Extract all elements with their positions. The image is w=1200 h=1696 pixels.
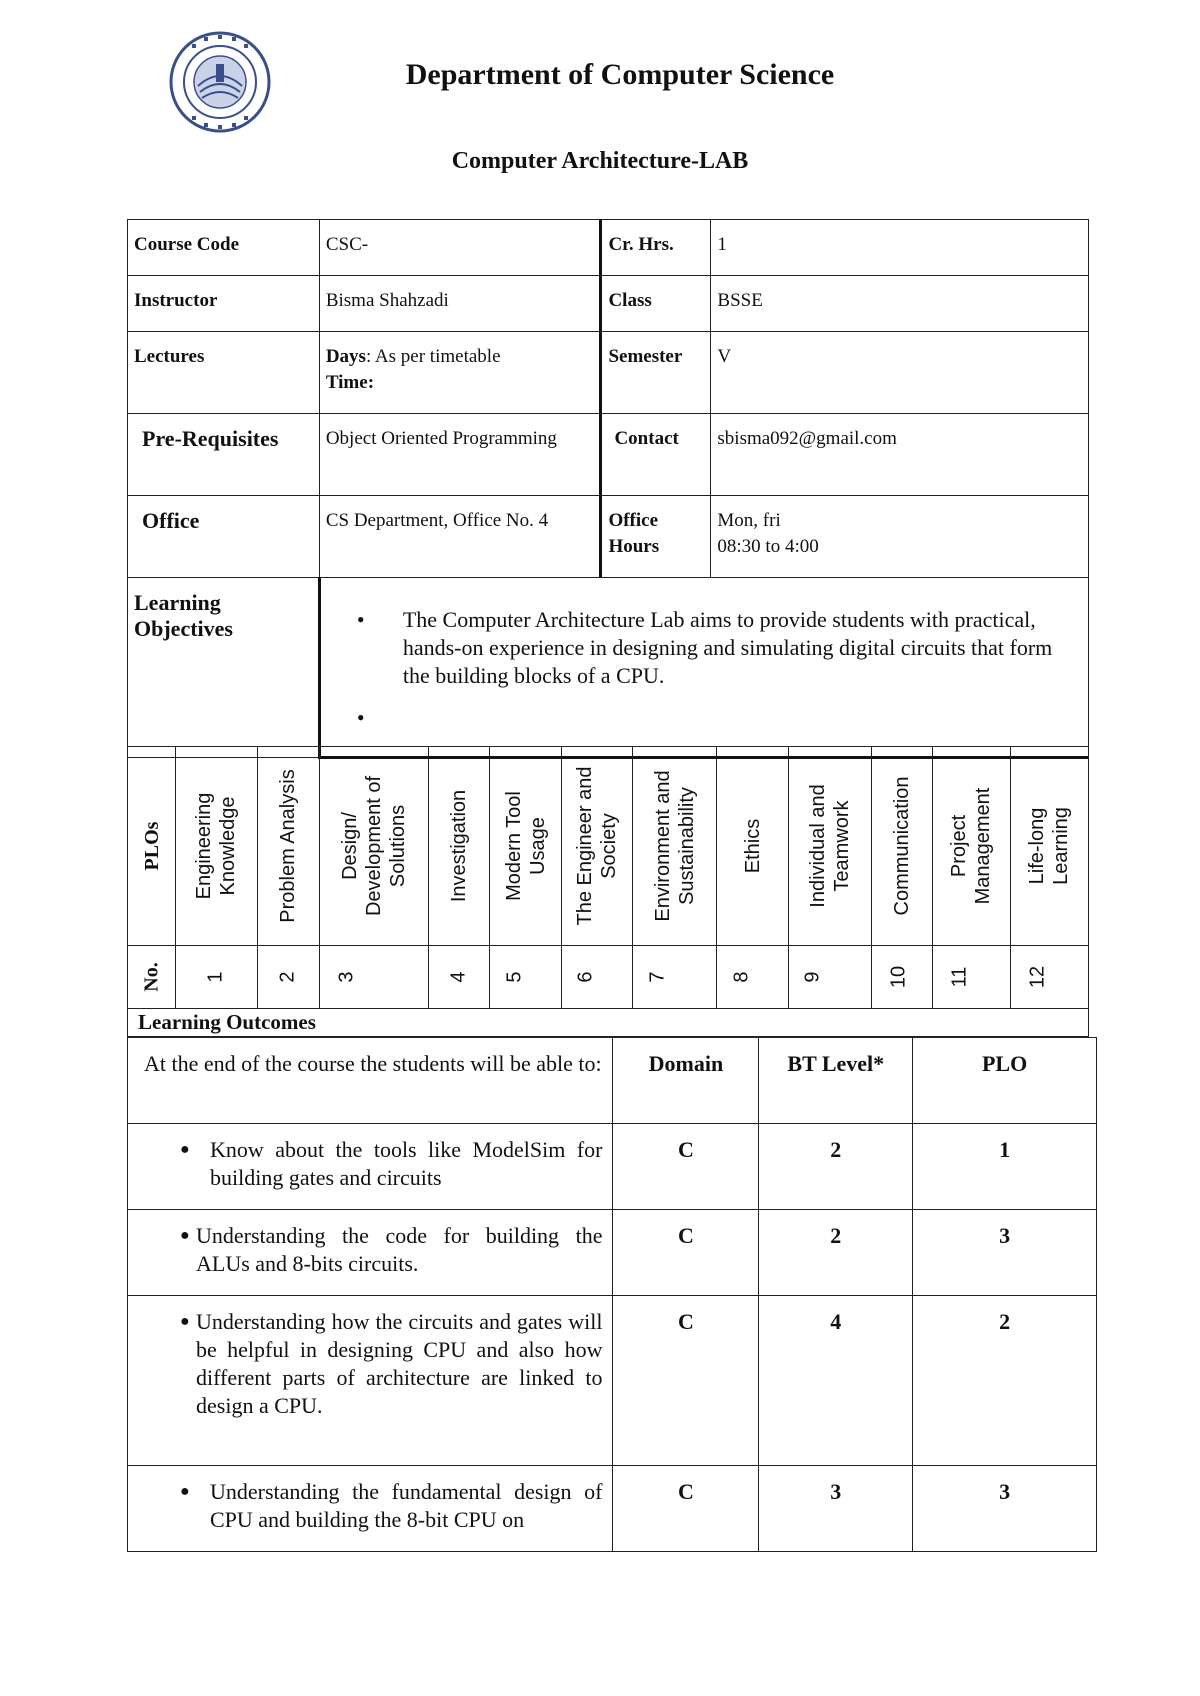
office-hours-label: Office Hours bbox=[601, 496, 711, 578]
plo-number-cell bbox=[319, 946, 428, 1009]
plo-number: 7 bbox=[646, 971, 669, 983]
class-value: BSSE bbox=[711, 276, 1089, 332]
plo-table bbox=[127, 746, 1089, 1009]
learning-outcomes-heading: Learning Outcomes bbox=[127, 1009, 1089, 1037]
plo-name-cell bbox=[429, 747, 490, 946]
outcome-bt-level: 2 bbox=[759, 1210, 913, 1296]
plo-name: Project Management bbox=[948, 787, 995, 905]
plo-number-cell bbox=[933, 946, 1010, 1009]
plo-number: 11 bbox=[948, 966, 971, 988]
table-row bbox=[128, 1466, 1097, 1552]
prerequisites-label: Pre-Requisites bbox=[128, 414, 320, 496]
plo-name: Engineering Knowledge bbox=[193, 792, 240, 900]
course-title: Computer Architecture-LAB bbox=[451, 148, 749, 174]
plo-number-cell bbox=[717, 946, 788, 1009]
outcome-text-cell bbox=[128, 1210, 613, 1296]
outcome-text-cell bbox=[128, 1296, 613, 1466]
plo-name-cell bbox=[933, 747, 1010, 946]
lecture-schedule bbox=[319, 332, 601, 414]
outcomes-intro: At the end of the course the students will be able to: bbox=[128, 1038, 613, 1124]
plo-name-cell bbox=[1010, 747, 1088, 946]
course-info-table bbox=[127, 219, 1089, 759]
semester-value: V bbox=[711, 332, 1089, 414]
plo-name: Modern Tool Usage bbox=[502, 791, 549, 901]
plo-number: 10 bbox=[887, 965, 910, 989]
prerequisites-value: Object Oriented Programming bbox=[319, 414, 601, 496]
contact-value: sbisma092@gmail.com bbox=[711, 414, 1089, 496]
plo-number-cell bbox=[872, 946, 933, 1009]
course-code-value: CSC- bbox=[319, 220, 601, 276]
plo-number: 6 bbox=[574, 971, 597, 983]
domain-header: Domain bbox=[613, 1038, 759, 1124]
outcome-plo: 2 bbox=[913, 1296, 1097, 1466]
plo-name: Environment and Sustainability bbox=[651, 770, 698, 922]
plo-name: Design/ Development of Solutions bbox=[338, 775, 409, 917]
objective-item bbox=[403, 704, 1058, 732]
plos-label: PLOs bbox=[140, 821, 163, 871]
plo-name: The Engineer and Society bbox=[573, 766, 620, 926]
plo-number-cell bbox=[633, 946, 717, 1009]
plo-name-cell bbox=[490, 747, 561, 946]
no-header-cell bbox=[128, 946, 176, 1009]
class-label: Class bbox=[601, 276, 711, 332]
table-row bbox=[128, 1124, 1097, 1210]
outcome-bt-level: 3 bbox=[759, 1466, 913, 1552]
plo-name: Problem Analysis bbox=[277, 769, 300, 923]
table-row bbox=[128, 1296, 1097, 1466]
plo-number-cell bbox=[561, 946, 632, 1009]
outcome-plo: 3 bbox=[913, 1466, 1097, 1552]
time-label: Time: bbox=[325, 372, 375, 393]
office-value: CS Department, Office No. 4 bbox=[319, 496, 601, 578]
credit-hours-value: 1 bbox=[711, 220, 1089, 276]
plo-name: Communication bbox=[891, 776, 914, 916]
plo-name-cell bbox=[176, 747, 257, 946]
outcome-text: ● Understanding how the circuits and gates will be helpful in designing CPU and also how different parts of architecture are linked to design a CPU. bbox=[138, 1308, 602, 1420]
plo-name: Investigation bbox=[448, 789, 471, 903]
outcome-plo: 1 bbox=[913, 1124, 1097, 1210]
learning-objectives-label: Learning Objectives bbox=[128, 578, 320, 758]
outcome-domain: C bbox=[613, 1296, 759, 1466]
outcome-bt-level: 2 bbox=[759, 1124, 913, 1210]
plos-header-cell bbox=[128, 747, 176, 946]
objective-item: • The Computer Architecture Lab aims to provide students with practical, hands-on experience in designing and simulating digital circuits that form the building blocks of a CPU. bbox=[403, 606, 1058, 690]
learning-objectives-list bbox=[351, 606, 1058, 732]
plo-number: 3 bbox=[335, 971, 358, 983]
outcome-text: ● Know about the tools like ModelSim for building gates and circuits bbox=[138, 1136, 602, 1192]
learning-outcomes-table bbox=[127, 1037, 1097, 1552]
plo-number: 4 bbox=[447, 971, 470, 983]
plo-name-cell bbox=[633, 747, 717, 946]
table-row bbox=[128, 1210, 1097, 1296]
plo-number: 1 bbox=[204, 971, 227, 983]
plo-number: 8 bbox=[730, 971, 753, 983]
outcome-text: ● Understanding the fundamental design of CPU and building the 8-bit CPU on bbox=[138, 1478, 602, 1534]
days-label: Days bbox=[325, 346, 366, 367]
outcome-domain: C bbox=[613, 1466, 759, 1552]
credit-hours-label: Cr. Hrs. bbox=[601, 220, 711, 276]
plo-name: Life-long Learning bbox=[1026, 807, 1073, 885]
outcome-text-cell bbox=[128, 1466, 613, 1552]
outcome-domain: C bbox=[613, 1210, 759, 1296]
contact-label: Contact bbox=[601, 414, 711, 496]
plo-number-cell bbox=[1010, 946, 1088, 1009]
outcome-domain: C bbox=[613, 1124, 759, 1210]
instructor-value: Bisma Shahzadi bbox=[319, 276, 601, 332]
outcome-plo: 3 bbox=[913, 1210, 1097, 1296]
plo-number-cell bbox=[176, 946, 257, 1009]
plo-name-cell bbox=[717, 747, 788, 946]
outcome-bt-level: 4 bbox=[759, 1296, 913, 1466]
plo-name: Individual and Teamwork bbox=[806, 784, 853, 908]
instructor-label: Instructor bbox=[128, 276, 320, 332]
plo-number: 5 bbox=[503, 971, 526, 983]
office-hours-time: 08:30 to 4:00 bbox=[717, 536, 819, 557]
plo-name-cell bbox=[872, 747, 933, 946]
plo-name-cell bbox=[257, 747, 319, 946]
plo-header: PLO bbox=[913, 1038, 1097, 1124]
plo-number-cell bbox=[490, 946, 561, 1009]
office-hours-value bbox=[711, 496, 1089, 578]
course-code-label: Course Code bbox=[128, 220, 320, 276]
plo-number-cell bbox=[257, 946, 319, 1009]
plo-name: Ethics bbox=[741, 818, 764, 874]
plo-number: 9 bbox=[801, 971, 824, 983]
plo-name-cell bbox=[788, 747, 871, 946]
bt-level-header: BT Level* bbox=[759, 1038, 913, 1124]
plo-number: 12 bbox=[1026, 965, 1049, 989]
plo-name-cell bbox=[561, 747, 632, 946]
plo-name-cell bbox=[319, 747, 428, 946]
lectures-label: Lectures bbox=[128, 332, 320, 414]
plo-number-cell bbox=[788, 946, 871, 1009]
days-value: : As per timetable bbox=[365, 346, 501, 367]
office-hours-days: Mon, fri bbox=[717, 510, 781, 531]
semester-label: Semester bbox=[601, 332, 711, 414]
plo-number: 2 bbox=[276, 971, 299, 983]
outcome-text: ● Understanding the code for building the ALUs and 8-bits circuits. bbox=[138, 1222, 602, 1278]
office-label: Office bbox=[128, 496, 320, 578]
department-title: Department of Computer Science bbox=[405, 58, 835, 91]
outcome-text-cell bbox=[128, 1124, 613, 1210]
no-label: No. bbox=[140, 962, 163, 992]
learning-objectives-cell bbox=[319, 578, 1088, 758]
plo-number-cell bbox=[429, 946, 490, 1009]
